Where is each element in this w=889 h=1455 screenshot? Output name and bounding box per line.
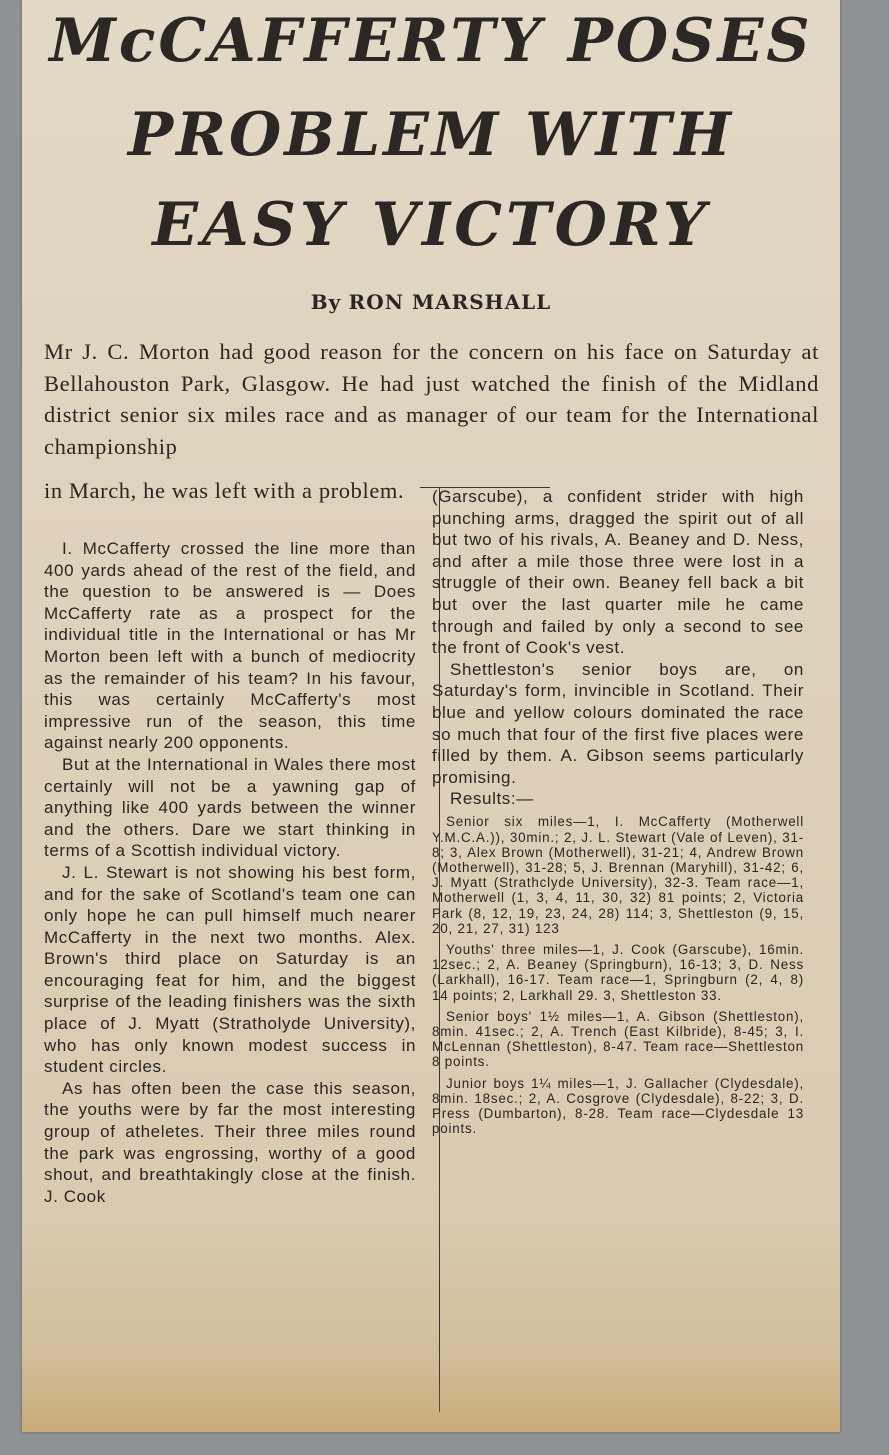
left-paragraph-1: I. McCafferty crossed the line more than 400 yards ahead of the rest of the field, and the question to be answered is — Does McCafferty rate as a prospect for the individual title in the International or has Mr Morton been left with a bunch of mediocrity as the remainder of his team? In his favour, this was certainly McCafferty's most impressive run of the season, this time against nearly 200 opponents. bbox=[44, 539, 416, 753]
result-junior-boys: Junior boys 1¼ miles—1, J. Gallacher (Clydesdale), 8min. 18sec.; 2, A. Cosgrove (Clydesdale), 8-22; 3, D. Press (Dumbarton), 8-28. Team race—Clydesdale 13 points. bbox=[432, 1075, 804, 1137]
headline-line-1: McCAFFERTY POSES bbox=[49, 6, 813, 76]
left-paragraph-3: J. L. Stewart is not showing his best form, and for the sake of Scotland's team one can only hope he can pull himself much nearer McCafferty in the next two months. Alex. Brown's third place on Saturday is an encouraging feat for him, and the biggest surprise of the leading finishers was the sixth place of J. Myatt (Stratholyde University), who has only known modest success in student circles. bbox=[44, 862, 416, 1077]
results-heading: Results:— bbox=[450, 789, 534, 809]
left-paragraph-2: But at the International in Wales there most certainly will not be a yawning gap of anything like 400 yards between the winner and the others. Dare we start thinking in terms of a Scottish individual victory. bbox=[44, 754, 416, 861]
results-list bbox=[432, 814, 804, 1136]
result-senior-six-miles: Senior six miles—1, I. McCafferty (Motherwell Y.M.C.A.)), 30min.; 2, J. L. Stewart (Vale of Leven), 31-8; 3, Alex Brown (Motherwell), 31-21; 4, Andrew Brown (Motherwell), 31-28; 5, J. Brennan (Maryhill), 31-42; 6, J. Myatt (Strathclyde University), 32-3. Team race—1, Motherwell (1, 3, 4, 11, 30, 32) 81 points; 2, Victoria Park (8, 12, 19, 23, 24, 28) 114; 3, Shettleston (9, 15, 20, 21, 27, 31) 123 bbox=[432, 814, 804, 936]
headline-line-2: PROBLEM WITH bbox=[128, 100, 734, 170]
right-column bbox=[432, 486, 804, 1142]
headline-line-3: EASY VICTORY bbox=[152, 190, 710, 260]
newspaper-clipping bbox=[22, 0, 840, 1432]
byline-author: RON MARSHALL bbox=[348, 290, 552, 314]
right-paragraph-2: Shettleston's senior boys are, on Saturday's form, invincible in Scotland. Their blue and yellow colours dominated the race so much that four of the first five places were filled by them. A. Gibson seems particularly promising. bbox=[432, 659, 804, 787]
result-youths-three-miles: Youths' three miles—1, J. Cook (Garscube), 16min. 12sec.; 2, A. Beaney (Springburn), 16-13; 3, D. Ness (Larkhall), 16-17. Team race—1, Springburn (2, 4, 8) 14 points; 2, Larkhall 29. 3, Shettleston 33. bbox=[432, 941, 804, 1003]
result-senior-boys: Senior boys' 1½ miles—1, A. Gibson (Shettleston), 8min. 41sec.; 2, A. Trench (East Kilbride), 8-45; 3, I. McLennan (Shettleston), 8-47. Team race—Shettleston 8 points. bbox=[432, 1008, 804, 1070]
intro-paragraph-tail: in March, he was left with a problem. bbox=[44, 478, 405, 503]
right-paragraph-1: (Garscube), a confident strider with high punching arms, dragged the spirit out of all but two of his rivals, A. Beaney and D. Ness, and after a mile those three were lost in a struggle of their own. Beaney fell back a bit but over the last quarter mile he came through and failed by only a second to see the front of Cook's vest. bbox=[432, 487, 804, 658]
intro-paragraph: Mr J. C. Morton had good reason for the concern on his face on Saturday at Bellahouston Park, Glasgow. He had just watched the finish of the Midland district senior six miles race and as manager of our team for the International championship bbox=[44, 339, 819, 459]
byline bbox=[22, 290, 840, 314]
byline-prefix: By bbox=[310, 290, 342, 314]
left-column bbox=[44, 538, 416, 1207]
left-paragraph-4: As has often been the case this season, the youths were by far the most interesting group of atheletes. Their three miles round the park was engrossing, worthy of a good shout, and breathtakingly close at the finish. J. Cook bbox=[44, 1078, 416, 1206]
